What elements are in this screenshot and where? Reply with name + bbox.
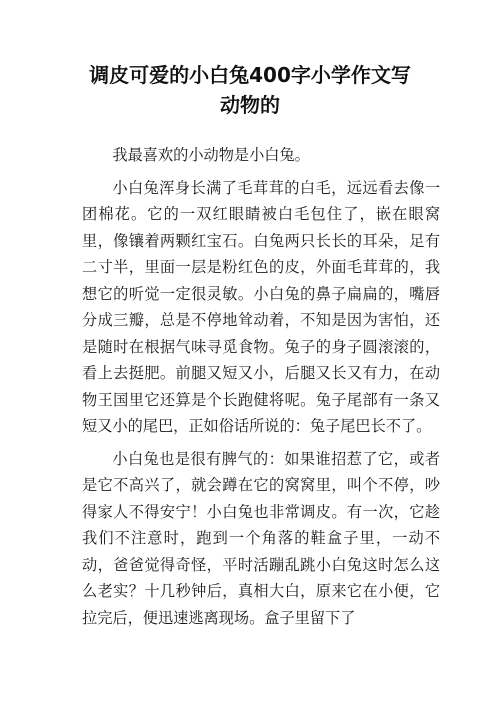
document-title [40, 60, 460, 120]
title-line-2: 动物的 [220, 93, 280, 117]
document-body [82, 142, 440, 637]
paragraph-2: 小白兔浑身长满了毛茸茸的白毛，远远看去像一团棉花。它的一双红眼睛被白毛包住了，嵌在眼窝里，像镶着两颗红宝石。白兔两只长长的耳朵，足有二寸半，里面一层是粉红色的皮，外面毛茸茸的，我想它的听觉一定很灵敏。小白兔的鼻子扁扁的，嘴唇分成三瓣，总是不停地耸动着，不知是因为害怕，还是随时在根据气味寻觅食物。兔子的身子圆滚滚的，看上去挺肥。前腿又短又小，后腿又长又有力，在动物王国里它还算是个长跑健将呢。兔子尾部有一条又短又小的尾巴，正如俗话所说的：兔子尾巴长不了。 [82, 178, 440, 435]
title-line-1: 调皮可爱的小白兔400字小学作文写 [89, 63, 411, 87]
paragraph-3: 小白兔也是很有脾气的：如果谁招惹了它，或者是它不高兴了，就会蹲在它的窝窝里，叫个不停，吵得家人不得安宁！小白兔也非常调皮。有一次，它趁我们不注意时，跑到一个角落的鞋盒子里，一动不动，爸爸觉得奇怪，平时活蹦乱跳小白兔这时怎么这么老实？十几秒钟后，真相大白，原来它在小便，它拉完后，便迅速逃离现场。盒子里留下了 [82, 449, 440, 627]
paragraph-1: 我最喜欢的小动物是小白兔。 [112, 146, 310, 164]
